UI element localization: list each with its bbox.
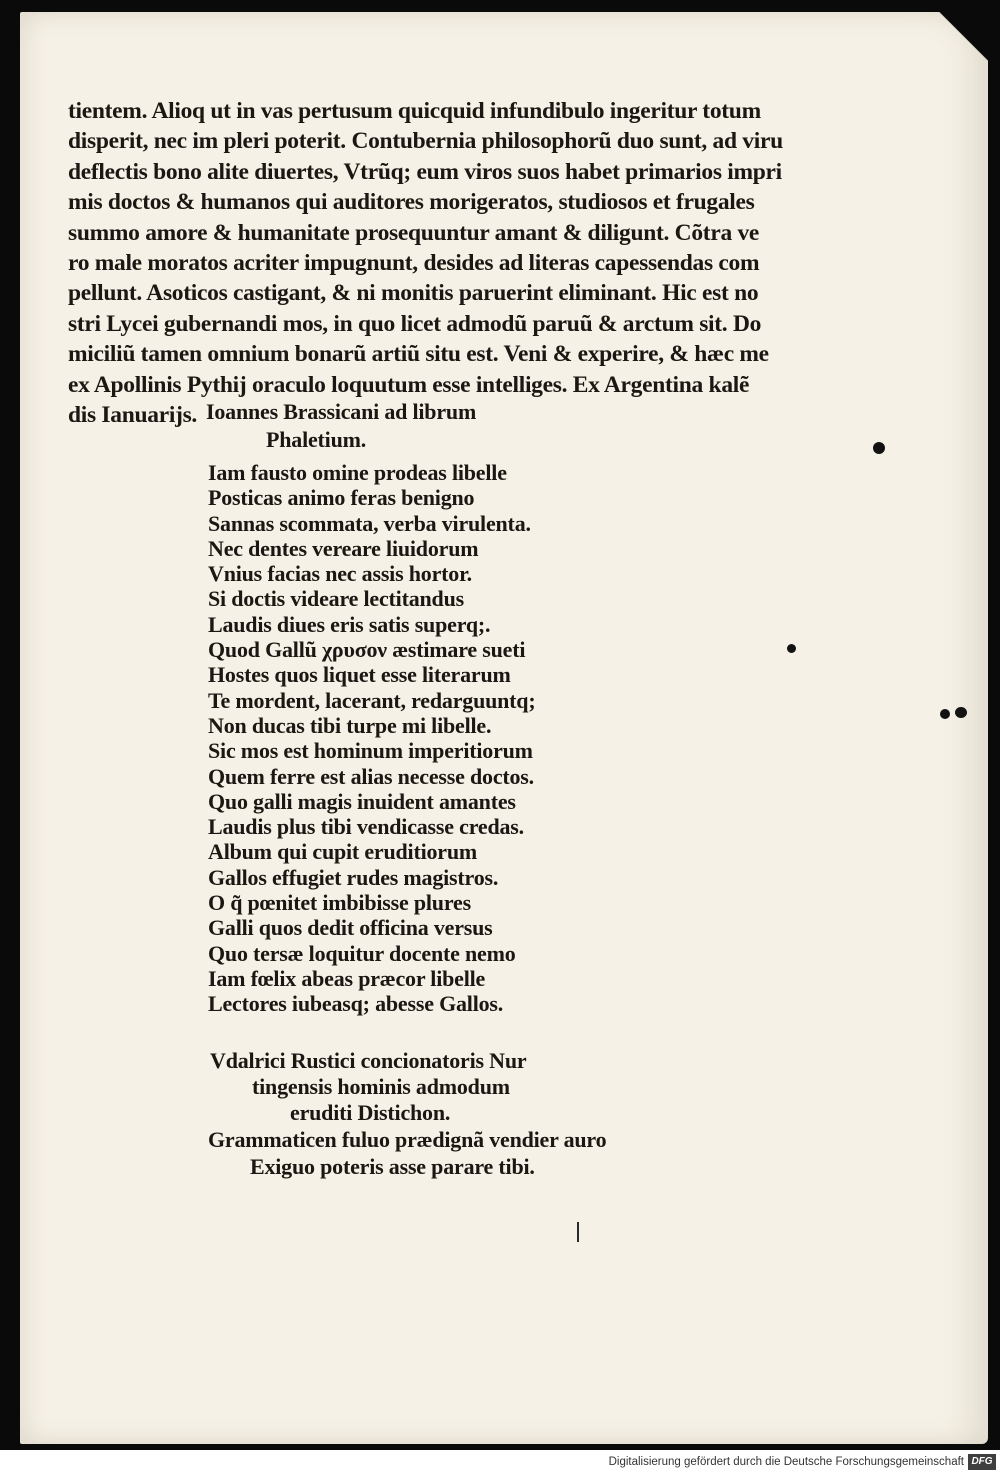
poem-2-heading-line: tingensis hominis admodum: [252, 1074, 510, 1099]
verse-line: Si doctis videare lectitandus: [208, 586, 464, 612]
verse-line: Quem ferre est alias necesse doctos.: [208, 763, 534, 789]
distich: [208, 1126, 606, 1180]
funding-credit: Digitalisierung gefördert durch die Deutsche Forschungsgemeinschaft: [608, 1456, 964, 1468]
verse-line: Te mordent, lacerant, redarguuntq;: [208, 687, 536, 713]
prose-line: ro male moratos acriter impugnunt, desides ad literas capessendas com: [68, 249, 760, 276]
poem-1-heading: [206, 398, 476, 454]
poem-2-heading-line: eruditi Distichon.: [290, 1100, 451, 1125]
ink-mark: [577, 1222, 579, 1242]
verse-line: Laudis diues eris satis superq;.: [208, 611, 491, 637]
ink-spot: [955, 707, 967, 718]
distich-line: Grammaticen fuluo prædignã vendier auro: [208, 1127, 607, 1152]
prose-line: disperit, nec im pleri poterit. Contubernia philosophorũ duo sunt, ad viru: [68, 128, 783, 155]
torn-page-corner: [928, 12, 988, 72]
prose-line: pellunt. Asoticos castigant, & ni monitis paruerint eliminant. Hic est no: [68, 280, 759, 307]
poem-2-heading: [210, 1048, 526, 1126]
verse-line: Lectores iubeasq; abesse Gallos.: [208, 991, 504, 1017]
poem-1-heading-line: Ioannes Brassicani ad librum: [206, 399, 477, 424]
prose-line: summo amore & humanitate prosequuntur amant & diligunt. Cõtra ve: [68, 219, 760, 246]
ink-spot: [873, 442, 885, 454]
prose-line: mis doctos & humanos qui auditores morigeratos, studiosos et frugales: [68, 189, 755, 216]
verse-line: Sic mos est hominum imperitiorum: [208, 738, 533, 764]
poem-1-heading-line: Phaletium.: [266, 427, 367, 452]
ink-spot: [787, 644, 796, 653]
verse-line: Non ducas tibi turpe mi libelle.: [208, 712, 492, 738]
verse-line: Posticas animo feras benigno: [208, 485, 475, 511]
verse-line: Laudis plus tibi vendicasse credas.: [208, 814, 524, 840]
verse-line: Quo tersæ loquitur docente nemo: [208, 940, 516, 966]
prose-line: tientem. Alioq ut in vas pertusum quicquid infundibulo ingeritur totum: [68, 98, 761, 124]
verse-line: Album qui cupit eruditiorum: [208, 839, 478, 865]
document-page: [20, 12, 988, 1444]
prose-line: deflectis bono alite diuertes, Vtrũq; eum viros suos habet primarios impri: [68, 158, 782, 185]
verse-line: Hostes quos liquet esse literarum: [208, 662, 511, 688]
poem-1-verses: [208, 460, 535, 1017]
poem-2-heading-line: Vdalrici Rustici concionatoris Nur: [210, 1048, 527, 1073]
prose-line: dis Ianuarijs.: [68, 401, 198, 428]
prose-line: stri Lycei gubernandi mos, in quo licet admodũ paruũ & arctum sit. Do: [68, 310, 762, 337]
prose-line: miciliũ tamen omnium bonarũ artiũ situ est. Veni & experire, & hæc me: [68, 341, 769, 368]
verse-line: Iam fausto omine prodeas libelle: [208, 460, 507, 485]
ink-spot: [940, 709, 950, 719]
verse-line: Iam fœlix abeas præcor libelle: [208, 965, 486, 991]
verse-line: Nec dentes vereare liuidorum: [208, 535, 479, 561]
distich-line: Exiguo poteris asse parare tibi.: [250, 1154, 535, 1179]
verse-line: O q̃ pœnitet imbibisse plures: [208, 890, 471, 916]
prose-line: ex Apollinis Pythij oraculo loquutum esse intelliges. Ex Argentina kalẽ: [68, 371, 750, 398]
verse-line: Galli quos dedit officina versus: [208, 915, 493, 941]
verse-line: Vnius facias nec assis hortor.: [208, 561, 472, 587]
prose-paragraph: [68, 96, 848, 430]
dfg-logo: DFG: [968, 1454, 996, 1470]
verse-line: Gallos effugiet rudes magistros.: [208, 864, 499, 890]
verse-line: Quo galli magis inuident amantes: [208, 788, 516, 814]
verse-line: Sannas scommata, verba virulenta.: [208, 510, 531, 536]
verse-line: Quod Gallũ χρυσον æstimare sueti: [208, 637, 526, 663]
